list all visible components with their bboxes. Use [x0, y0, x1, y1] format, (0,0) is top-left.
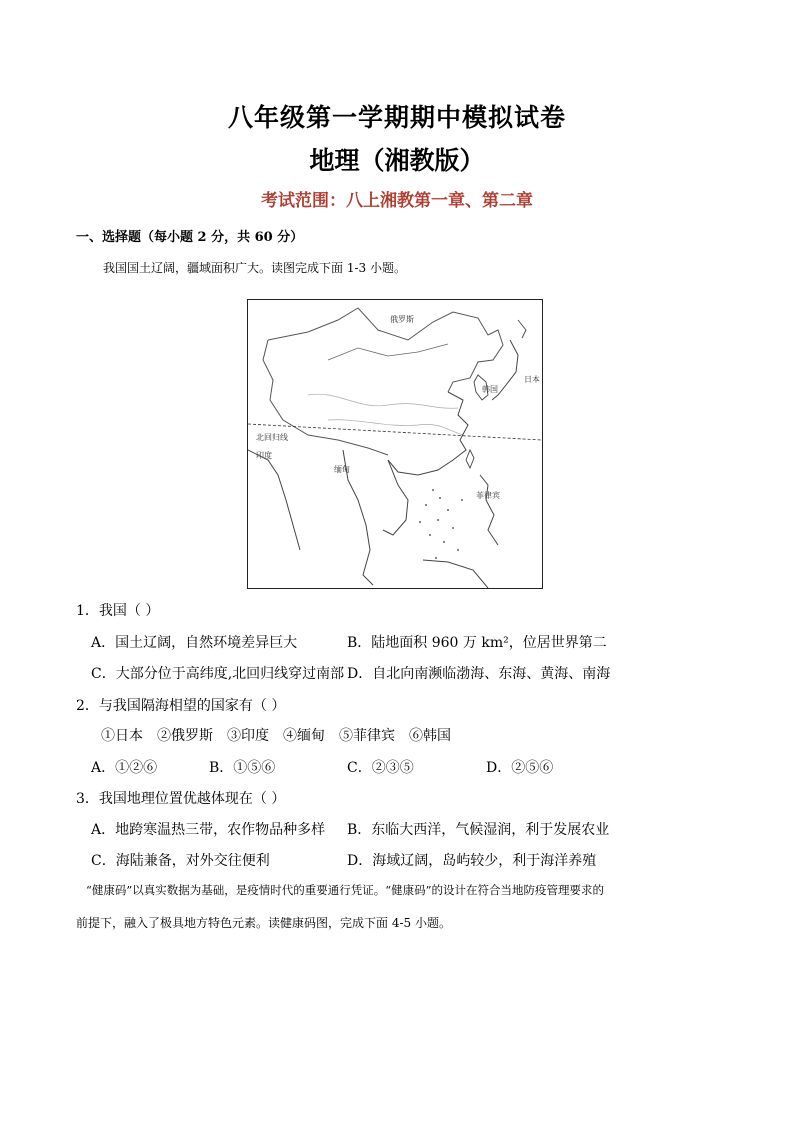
label-japan: 日本 — [524, 375, 540, 384]
label-india: 印度 — [256, 451, 272, 460]
section-heading: 一、选择题（每小题 2 分，共 60 分） — [76, 230, 304, 245]
question-2-stem: 2．与我国隔海相望的国家有（ ） — [76, 698, 286, 714]
question-3-option-a[interactable]: A．地跨寒温热三带，农作物品种多样 — [91, 822, 326, 838]
river-line — [308, 394, 458, 408]
question-1-option-d[interactable]: D．自北向南濒临渤海、东海、黄海、南海 — [347, 666, 611, 682]
question-intro: 我国国土辽阔，疆域面积广大。读图完成下面 1-3 小题。 — [103, 261, 406, 275]
japan-islands — [518, 320, 526, 338]
philippines-islands — [480, 475, 498, 545]
exam-subtitle: 地理（湘教版） — [309, 146, 485, 175]
label-russia: 俄罗斯 — [390, 315, 414, 324]
label-philippines: 菲律宾 — [476, 491, 500, 500]
question-1-option-b[interactable]: B．陆地面积 960 万 km²，位居世界第二 — [347, 635, 607, 651]
passage-line-2: 前提下，融入了极具地方特色元素。读健康码图，完成下面 4-5 小题。 — [76, 916, 451, 930]
borneo-coast — [423, 560, 488, 588]
south-china-sea-islands — [419, 489, 463, 559]
question-2-option-d[interactable]: D．②⑤⑥ — [486, 760, 554, 776]
china-map-figure — [247, 299, 543, 589]
china-north-border — [268, 308, 503, 392]
question-2-option-a[interactable]: A．①②⑥ — [91, 760, 158, 776]
passage-line-1: “健康码”以真实数据为基础，是疫情时代的重要通行凭证。“健康码”的设计在符合当地防疫管理要求的 — [86, 883, 605, 897]
question-1-option-c[interactable]: C．大部分位于高纬度,北回归线穿过南部 — [91, 666, 345, 682]
label-tropic: 北回归线 — [256, 433, 288, 442]
india-coast — [248, 450, 300, 550]
exam-title: 八年级第一学期期中模拟试卷 — [227, 103, 566, 132]
map-graphic — [248, 300, 542, 588]
question-3-option-b[interactable]: B．东临大西洋，气候湿润，利于发展农业 — [347, 822, 610, 838]
label-myanmar: 缅甸 — [334, 465, 350, 474]
question-3-stem: 3．我国地理位置优越体现在（ ） — [76, 791, 286, 807]
question-2-items: ①日本 ②俄罗斯 ③印度 ④缅甸 ⑤菲律宾 ⑥韩国 — [101, 728, 451, 744]
russia-border — [328, 344, 448, 360]
label-korea: 韩国 — [482, 385, 498, 394]
taiwan-island — [466, 450, 474, 468]
tropic-of-cancer-line — [248, 424, 542, 440]
question-3-option-c[interactable]: C．海陆兼备，对外交往便利 — [91, 853, 270, 869]
question-3-option-d[interactable]: D．海域辽阔，岛屿较少，利于海洋养殖 — [347, 853, 597, 869]
exam-scope: 考试范围：八上湘教第一章、第二章 — [261, 191, 533, 211]
question-2-option-c[interactable]: C．②③⑤ — [347, 760, 414, 776]
question-2-option-b[interactable]: B．①⑤⑥ — [209, 760, 276, 776]
question-1-option-a[interactable]: A．国土辽阔，自然环境差异巨大 — [91, 635, 298, 651]
river-line — [328, 420, 463, 435]
question-1-stem: 1．我国（ ） — [76, 603, 160, 619]
indochina-coast — [383, 460, 408, 535]
